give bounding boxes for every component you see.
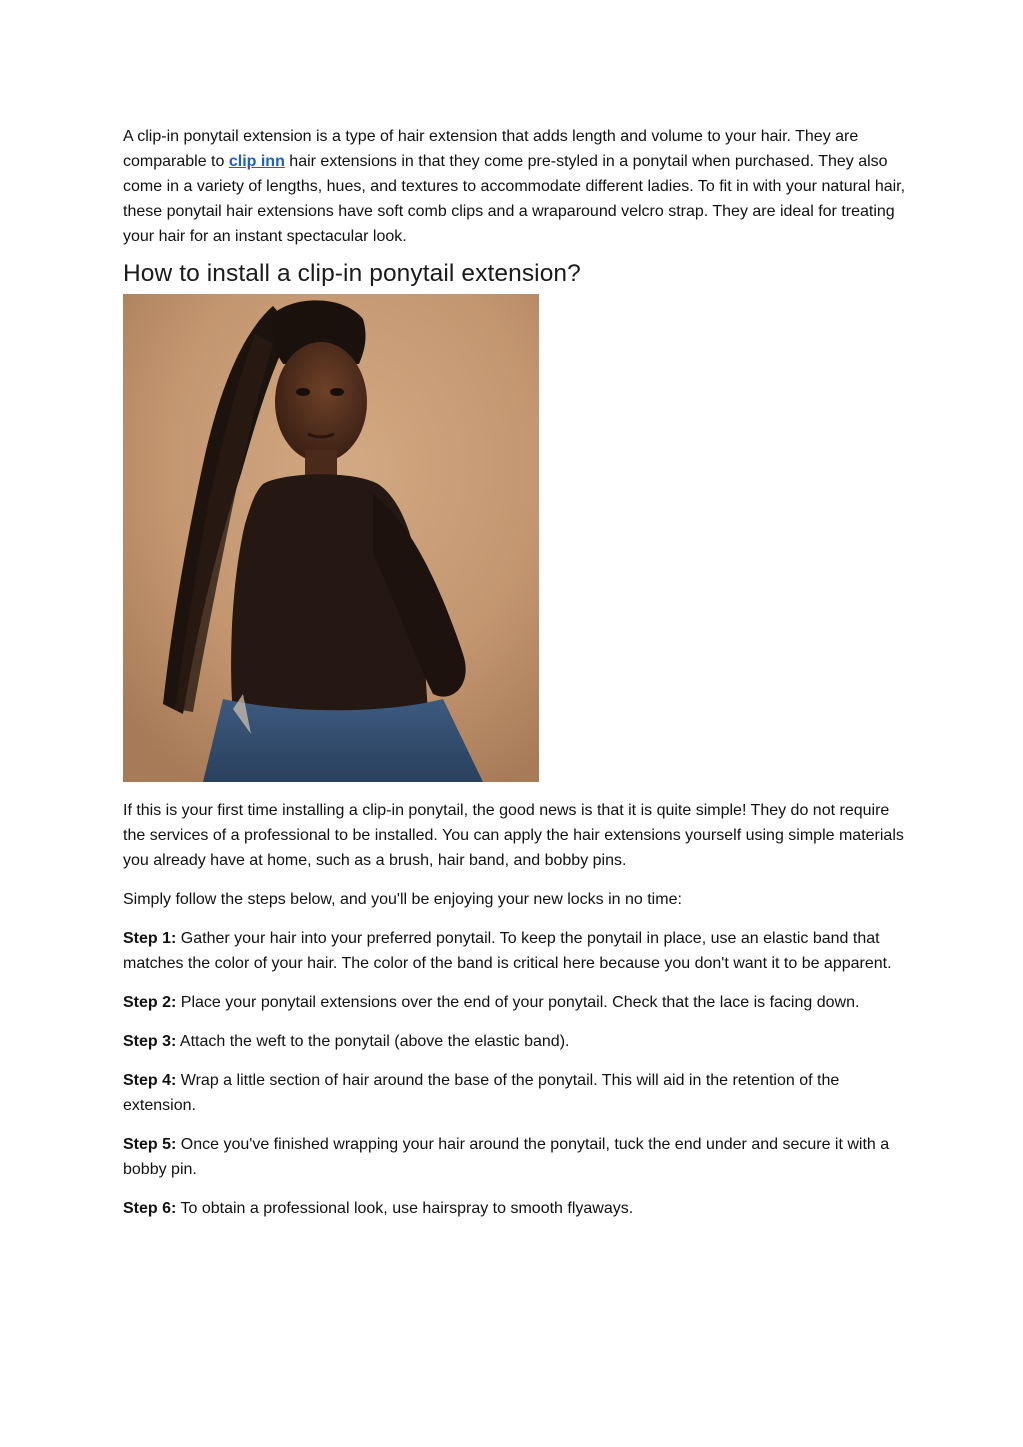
intro-text-start: A clip-in ponytail extension is a type of hair extension that adds length and volume to your hair. They are comparable to: [123, 128, 859, 170]
step-label: Step 3:: [123, 1033, 177, 1050]
clip-inn-link[interactable]: clip inn: [228, 153, 285, 170]
section-heading: How to install a clip-in ponytail extension?: [123, 260, 581, 287]
intro-text-end: hair extensions in that they come pre-styled in a ponytail when purchased. They also come in a variety of lengths, hues, and textures to accommodate different ladies. To fit in with your natural hair, these ponytail hair extensions have soft comb clips and a wraparound velcro strap. They are ideal for treating your hair for an instant spectacular look.: [123, 153, 906, 245]
step-text: Gather your hair into your preferred ponytail. To keep the ponytail in place, use an elastic band that matches the color of your hair. The color of the band is critical here because you don't want it to be apparent.: [123, 930, 892, 972]
step-label: Step 1:: [123, 930, 177, 947]
step-2: [123, 990, 908, 1015]
step-label: Step 4:: [123, 1072, 177, 1089]
intro-steps-paragraph: If this is your first time installing a clip-in ponytail, the good news is that it is quite simple! They do not require the services of a professional to be installed. You can apply the hair extensions yourself using simple materials you already have at home, such as a brush, hair band, and bobby pins.: [123, 802, 904, 869]
step-label: Step 2:: [123, 994, 177, 1011]
ponytail-model-photo: [123, 294, 539, 782]
document-page: [123, 124, 908, 1235]
step-text: Once you've finished wrapping your hair around the ponytail, tuck the end under and secure it with a bobby pin.: [123, 1136, 890, 1178]
intro-paragraph: [123, 124, 908, 249]
step-text: Attach the weft to the ponytail (above the elastic band).: [176, 1033, 570, 1050]
step-text: Place your ponytail extensions over the end of your ponytail. Check that the lace is facing down.: [176, 994, 860, 1011]
step-label: Step 6:: [123, 1200, 177, 1217]
step-5: [123, 1132, 908, 1182]
step-1: [123, 926, 908, 976]
step-label: Step 5:: [123, 1136, 177, 1153]
step-text: Wrap a little section of hair around the base of the ponytail. This will aid in the retention of the extension.: [123, 1072, 840, 1114]
step-4: [123, 1068, 908, 1118]
step-text: To obtain a professional look, use hairspray to smooth flyaways.: [176, 1200, 634, 1217]
step-3: [123, 1029, 908, 1054]
follow-steps-paragraph: Simply follow the steps below, and you'll be enjoying your new locks in no time:: [123, 891, 682, 908]
step-6: [123, 1196, 908, 1221]
